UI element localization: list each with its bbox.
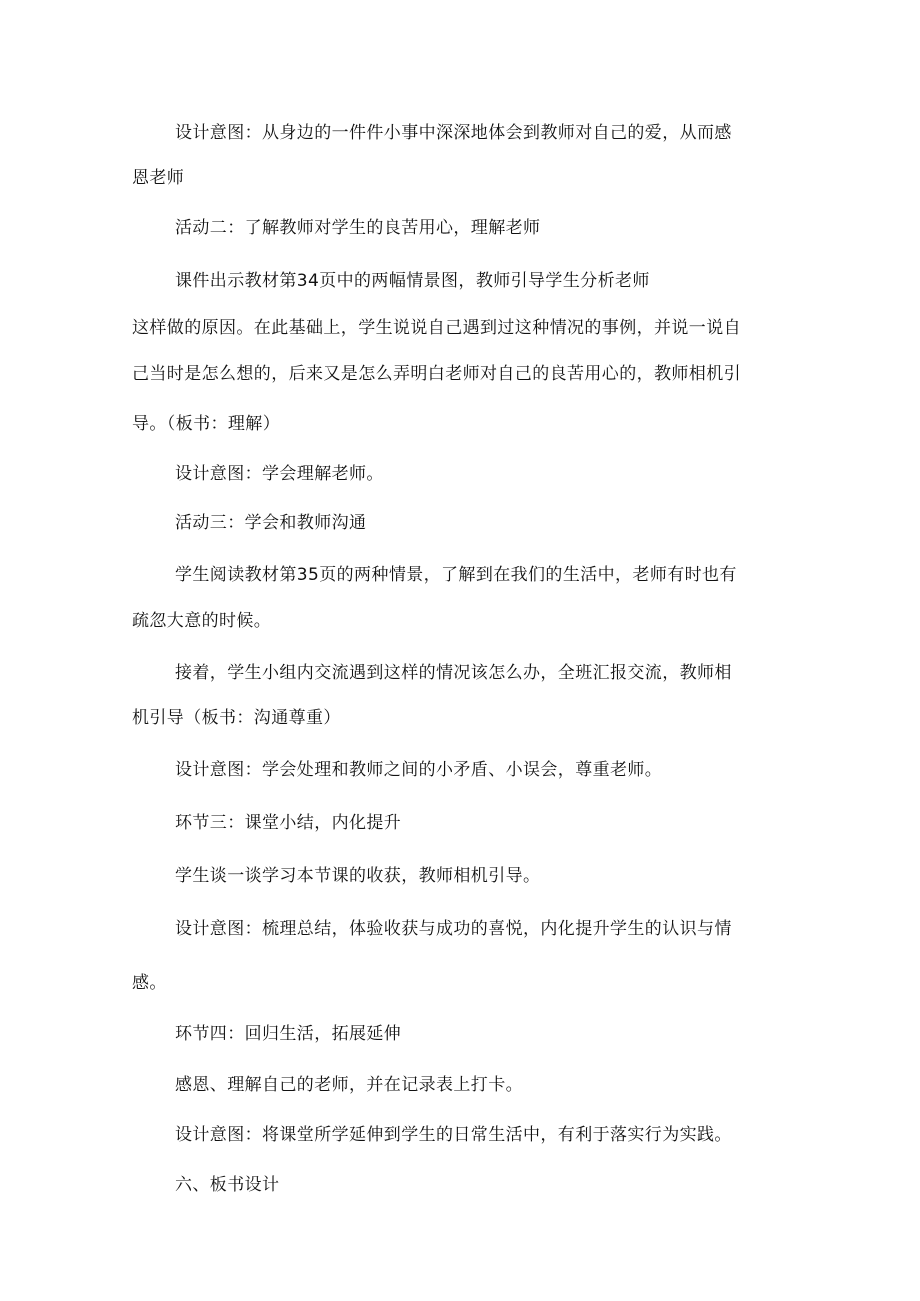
text-line: 环节四：回归生活，拓展延伸	[175, 1024, 402, 1044]
text-line: 机引导（板书：沟通尊重）	[132, 708, 341, 728]
text-line: 设计意图：学会处理和教师之间的小矛盾、小误会，尊重老师。	[175, 760, 663, 780]
text-line: 接着，学生小组内交流遇到这样的情况该怎么办，全班汇报交流，教师相	[175, 663, 732, 683]
text-line: 疏忽大意的时候。	[132, 611, 272, 631]
text-line: 六、板书设计	[175, 1175, 280, 1195]
text-line: 环节三：课堂小结，内化提升	[175, 813, 402, 833]
text-line: 感。	[132, 973, 167, 993]
text-line: 这样做的原因。在此基础上，学生说说自己遇到过这种情况的事例，并说一说自	[132, 318, 741, 338]
text-line: 活动三：学会和教师沟通	[175, 513, 367, 533]
text-line: 活动二：了解教师对学生的良苦用心，理解老师	[175, 218, 541, 238]
text-line: 设计意图：学会理解老师。	[175, 464, 384, 484]
text-line: 己当时是怎么想的，后来又是怎么弄明白老师对自己的良苦用心的，教师相机引	[132, 364, 741, 384]
text-line: 学生阅读教材第35页的两种情景，了解到在我们的生活中，老师有时也有	[175, 565, 737, 585]
text-line: 设计意图：从身边的一件件小事中深深地体会到教师对自己的爱，从而感	[175, 123, 732, 143]
text-line: 设计意图：梳理总结，体验收获与成功的喜悦，内化提升学生的认识与情	[175, 919, 732, 939]
text-line: 感恩、理解自己的老师，并在记录表上打卡。	[175, 1075, 523, 1095]
text-line: 课件出示教材第34页中的两幅情景图，教师引导学生分析老师	[175, 271, 650, 291]
text-line: 恩老师	[132, 168, 185, 188]
text-line: 导。（板书：理解）	[132, 414, 281, 434]
text-line: 学生谈一谈学习本节课的收获，教师相机引导。	[175, 866, 541, 886]
text-line: 设计意图：将课堂所学延伸到学生的日常生活中，有利于落实行为实践。	[175, 1125, 732, 1145]
